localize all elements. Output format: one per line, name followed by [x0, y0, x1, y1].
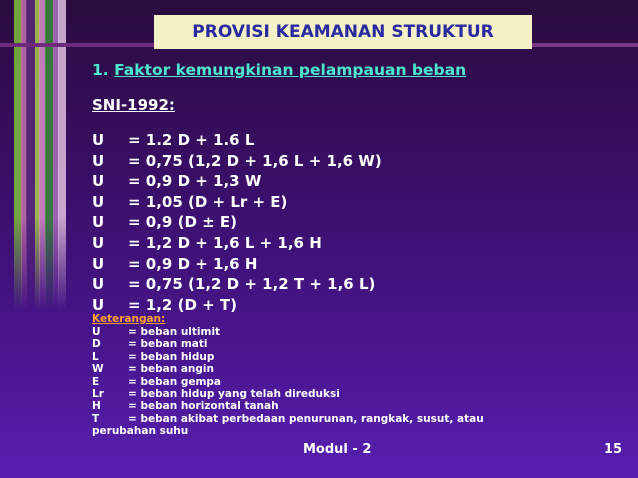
footer-module: Modul - 2 [303, 442, 372, 457]
section-heading [92, 61, 466, 79]
formula-expr: = 1,2 (D + T) [128, 295, 237, 314]
legend-title: Keterangan: [92, 313, 166, 325]
legend-row [92, 326, 484, 338]
slide-title-text: PROVISI KEAMANAN STRUKTUR [192, 22, 494, 42]
formula-var: U [92, 275, 105, 294]
formula-row [92, 275, 382, 296]
legend-symbol: D [92, 338, 101, 351]
formula-var: U [92, 295, 105, 314]
formula-row [92, 193, 382, 214]
formula-expr: = 0,75 (1,2 D + 1,6 L + 1,6 W) [128, 151, 382, 170]
section-number: 1. [92, 61, 109, 79]
legend-row [92, 363, 484, 375]
legend-row [92, 413, 484, 425]
formula-var: U [92, 233, 105, 252]
header-rule-right [532, 43, 638, 47]
formula-row [92, 213, 382, 234]
formula-expr: = 0,9 D + 1,3 W [128, 172, 262, 191]
formula-expr: = 1,05 (D + Lr + E) [128, 192, 288, 211]
legend-desc: = beban ultimit [128, 326, 221, 338]
legend-row [92, 400, 484, 412]
formula-row [92, 152, 382, 173]
formula-var: U [92, 151, 105, 170]
legend-row [92, 351, 484, 363]
legend-row [92, 388, 484, 400]
formula-row [92, 234, 382, 255]
legend-row [92, 376, 484, 388]
formula-expr: = 0,9 D + 1,6 H [128, 254, 258, 273]
legend-symbol: E [92, 375, 100, 388]
slide-title [154, 15, 532, 49]
legend-symbol: Lr [92, 387, 104, 400]
legend [92, 313, 484, 438]
formula-expr: = 0,75 (1,2 D + 1,2 T + 1,6 L) [128, 275, 376, 294]
legend-continuation: perubahan suhu [92, 425, 189, 438]
legend-desc: = beban hidup [128, 350, 215, 363]
section-title: Faktor kemungkinan pelampauan beban [114, 61, 467, 79]
legend-desc: = beban akibat perbedaan penurunan, rangkak, susut, atau [128, 412, 484, 425]
standard-label: SNI-1992: [92, 96, 175, 114]
legend-symbol: W [92, 363, 104, 376]
formula-var: U [92, 131, 105, 149]
formula-row [92, 255, 382, 276]
legend-desc: = beban hidup yang telah direduksi [128, 387, 340, 400]
formula-expr: = 1,2 D + 1,6 L + 1,6 H [128, 233, 322, 252]
legend-desc: = beban horizontal tanah [128, 400, 279, 413]
page-number: 15 [604, 442, 623, 457]
formula-list [92, 131, 382, 316]
formula-row [92, 172, 382, 193]
legend-symbol: L [92, 350, 99, 363]
legend-row [92, 338, 484, 350]
legend-symbol: H [92, 400, 101, 413]
formula-var: U [92, 192, 105, 211]
legend-symbol: T [92, 412, 100, 425]
formula-row [92, 131, 382, 152]
formula-var: U [92, 213, 105, 232]
formula-expr: = 1.2 D + 1.6 L [128, 131, 255, 149]
legend-desc: = beban gempa [128, 375, 222, 388]
legend-desc: = beban angin [128, 363, 214, 376]
legend-desc: = beban mati [128, 338, 208, 351]
legend-symbol: U [92, 326, 101, 338]
formula-expr: = 0,9 (D ± E) [128, 213, 238, 232]
formula-var: U [92, 254, 105, 273]
formula-var: U [92, 172, 105, 191]
